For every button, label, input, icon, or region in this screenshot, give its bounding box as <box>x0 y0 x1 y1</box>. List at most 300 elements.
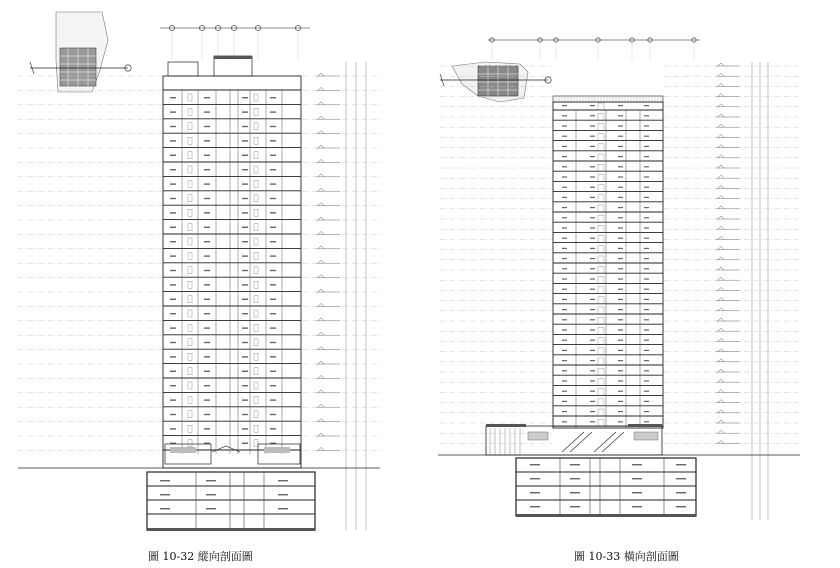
basement-label-mark <box>676 492 686 493</box>
foundation-slab <box>516 514 696 517</box>
room-label-mark <box>590 401 595 402</box>
room-label-mark <box>562 207 567 208</box>
elevation-marker <box>718 298 724 301</box>
room-label-mark <box>170 313 176 314</box>
room-label-mark <box>644 166 649 167</box>
door-opening <box>254 310 258 317</box>
room-label-mark <box>590 136 595 137</box>
door-opening <box>598 307 604 314</box>
room-label-mark <box>204 255 210 256</box>
elevation-marker <box>718 440 724 443</box>
room-label-mark <box>644 105 649 106</box>
door-opening <box>598 256 604 263</box>
elevation-marker <box>318 231 324 234</box>
room-label-mark <box>562 156 567 157</box>
room-label-mark <box>590 350 595 351</box>
stair-flight <box>594 432 624 452</box>
room-label-mark <box>618 227 623 228</box>
room-label-mark <box>562 238 567 239</box>
room-label-mark <box>170 284 176 285</box>
lobby-furniture <box>264 447 290 453</box>
room-label-mark <box>270 126 276 127</box>
basement-label-mark <box>530 492 540 493</box>
elevation-marker <box>318 73 324 76</box>
room-label-mark <box>618 187 623 188</box>
room-label-mark <box>270 399 276 400</box>
basement-label-mark <box>570 506 580 507</box>
elevation-marker <box>718 277 724 280</box>
transverse-section <box>438 38 800 520</box>
elevation-marker <box>718 206 724 209</box>
door-opening <box>188 281 192 288</box>
room-label-mark <box>204 241 210 242</box>
room-label-mark <box>618 319 623 320</box>
room-label-mark <box>644 268 649 269</box>
caption-longitudinal-section: 圖 10-32 縱向剖面圖 <box>148 550 253 563</box>
elevation-marker <box>718 185 724 188</box>
elevation-marker <box>318 318 324 321</box>
elevation-marker <box>718 145 724 148</box>
room-label-mark <box>204 111 210 112</box>
door-opening <box>254 238 258 245</box>
room-label-mark <box>270 299 276 300</box>
room-label-mark <box>270 327 276 328</box>
door-opening <box>598 297 604 304</box>
room-label-mark <box>618 340 623 341</box>
door-opening <box>598 276 604 283</box>
room-label-mark <box>618 115 623 116</box>
room-label-mark <box>618 391 623 392</box>
room-label-mark <box>270 111 276 112</box>
door-opening <box>598 164 604 171</box>
room-label-mark <box>270 284 276 285</box>
room-label-mark <box>562 411 567 412</box>
door-opening <box>598 113 604 120</box>
room-label-mark <box>170 270 176 271</box>
room-label-mark <box>562 248 567 249</box>
door-opening <box>188 238 192 245</box>
room-label-mark <box>562 289 567 290</box>
room-label-mark <box>562 125 567 126</box>
basement-label-mark <box>570 478 580 479</box>
room-label-mark <box>644 258 649 259</box>
room-label-mark <box>590 411 595 412</box>
door-opening <box>254 411 258 418</box>
room-label-mark <box>562 350 567 351</box>
room-label-mark <box>562 258 567 259</box>
basement-label-mark <box>632 478 642 479</box>
door-opening <box>598 225 604 232</box>
basement-label-mark <box>530 478 540 479</box>
room-label-mark <box>644 350 649 351</box>
door-opening <box>188 353 192 360</box>
room-label-mark <box>170 241 176 242</box>
elevation-marker <box>718 420 724 423</box>
door-opening <box>188 180 192 187</box>
room-label-mark <box>270 371 276 372</box>
room-label-mark <box>590 238 595 239</box>
room-label-mark <box>270 270 276 271</box>
room-label-mark <box>644 329 649 330</box>
room-label-mark <box>644 380 649 381</box>
room-label-mark <box>644 289 649 290</box>
door-opening <box>254 382 258 389</box>
door-opening <box>598 389 604 396</box>
room-label-mark <box>618 105 623 106</box>
elevation-marker <box>718 196 724 199</box>
door-opening <box>254 324 258 331</box>
room-label-mark <box>242 155 248 156</box>
room-label-mark <box>562 380 567 381</box>
room-label-mark <box>204 284 210 285</box>
tower-outline <box>163 76 301 468</box>
elevation-marker <box>318 246 324 249</box>
room-label-mark <box>618 380 623 381</box>
door-opening <box>188 396 192 403</box>
basement-label-mark <box>632 464 642 465</box>
door-opening <box>598 154 604 161</box>
room-label-mark <box>270 241 276 242</box>
room-label-mark <box>242 299 248 300</box>
elevation-marker <box>318 116 324 119</box>
elevation-marker <box>318 361 324 364</box>
room-label-mark <box>270 313 276 314</box>
room-label-mark <box>170 97 176 98</box>
door-opening <box>598 327 604 334</box>
elevation-marker <box>718 410 724 413</box>
elevation-marker <box>718 338 724 341</box>
door-opening <box>254 152 258 159</box>
door-opening <box>254 368 258 375</box>
door-opening <box>598 144 604 151</box>
room-label-mark <box>270 198 276 199</box>
door-opening <box>254 180 258 187</box>
room-label-mark <box>270 169 276 170</box>
room-label-mark <box>270 140 276 141</box>
room-label-mark <box>618 238 623 239</box>
room-label-mark <box>170 255 176 256</box>
door-opening <box>598 399 604 406</box>
room-label-mark <box>204 155 210 156</box>
door-opening <box>188 368 192 375</box>
elevation-marker <box>718 94 724 97</box>
room-label-mark <box>590 380 595 381</box>
room-label-mark <box>204 183 210 184</box>
room-label-mark <box>170 399 176 400</box>
elevation-marker <box>318 419 324 422</box>
room-label-mark <box>170 155 176 156</box>
room-label-mark <box>618 289 623 290</box>
longitudinal-section <box>18 12 380 531</box>
caption-transverse-section: 圖 10-33 橫向剖面圖 <box>574 550 679 563</box>
room-label-mark <box>204 227 210 228</box>
elevation-marker <box>718 247 724 250</box>
door-opening <box>188 224 192 231</box>
door-opening <box>598 236 604 243</box>
room-label-mark <box>590 146 595 147</box>
elevation-marker <box>318 332 324 335</box>
room-label-mark <box>562 136 567 137</box>
room-label-mark <box>562 329 567 330</box>
room-label-mark <box>204 126 210 127</box>
room-label-mark <box>644 156 649 157</box>
room-label-mark <box>644 146 649 147</box>
room-label-mark <box>562 319 567 320</box>
door-opening <box>598 287 604 294</box>
basement-label-mark <box>632 492 642 493</box>
room-label-mark <box>590 268 595 269</box>
room-label-mark <box>204 342 210 343</box>
room-label-mark <box>644 115 649 116</box>
foundation-slab <box>147 528 315 531</box>
door-opening <box>188 267 192 274</box>
door-opening <box>188 339 192 346</box>
basement-label-mark <box>530 464 540 465</box>
room-label-mark <box>590 278 595 279</box>
room-label-mark <box>618 248 623 249</box>
basement-label-mark <box>160 494 170 495</box>
room-label-mark <box>204 97 210 98</box>
room-label-mark <box>618 146 623 147</box>
door-opening <box>598 103 604 110</box>
door-opening <box>254 339 258 346</box>
basement-left <box>147 472 315 531</box>
room-label-mark <box>204 371 210 372</box>
door-opening <box>188 195 192 202</box>
door-opening <box>254 425 258 432</box>
elevation-marker <box>318 217 324 220</box>
room-label-mark <box>562 115 567 116</box>
room-label-mark <box>644 217 649 218</box>
elevation-marker <box>318 433 324 436</box>
room-label-mark <box>242 227 248 228</box>
door-opening <box>598 419 604 426</box>
room-label-mark <box>590 299 595 300</box>
room-label-mark <box>242 241 248 242</box>
room-label-mark <box>562 268 567 269</box>
door-opening <box>254 267 258 274</box>
door-opening <box>598 195 604 202</box>
room-label-mark <box>170 428 176 429</box>
basement-label-mark <box>570 492 580 493</box>
basement-right <box>516 458 696 517</box>
basement-label-mark <box>530 506 540 507</box>
room-label-mark <box>618 258 623 259</box>
door-opening <box>254 94 258 101</box>
room-label-mark <box>270 97 276 98</box>
door-opening <box>188 310 192 317</box>
room-label-mark <box>618 207 623 208</box>
basement-label-mark <box>676 506 686 507</box>
room-label-mark <box>242 140 248 141</box>
room-label-mark <box>618 421 623 422</box>
room-label-mark <box>644 278 649 279</box>
room-label-mark <box>590 227 595 228</box>
room-label-mark <box>170 169 176 170</box>
door-opening <box>254 353 258 360</box>
room-label-mark <box>242 371 248 372</box>
room-label-mark <box>590 115 595 116</box>
elevation-marker <box>318 174 324 177</box>
basement-label-mark <box>278 480 288 481</box>
basement-label-mark <box>206 508 216 509</box>
door-opening <box>254 209 258 216</box>
room-label-mark <box>590 421 595 422</box>
elevation-marker <box>718 389 724 392</box>
basement-label-mark <box>206 494 216 495</box>
door-opening <box>254 396 258 403</box>
room-label-mark <box>590 207 595 208</box>
podium-outline <box>486 426 662 455</box>
room-label-mark <box>590 340 595 341</box>
room-label-mark <box>562 227 567 228</box>
podium-roof-left <box>486 424 526 427</box>
room-label-mark <box>618 411 623 412</box>
door-opening <box>598 205 604 212</box>
room-label-mark <box>242 284 248 285</box>
room-label-mark <box>644 125 649 126</box>
podium-room <box>528 432 548 440</box>
door-opening <box>598 409 604 416</box>
room-label-mark <box>562 370 567 371</box>
door-opening <box>188 123 192 130</box>
elevation-marker <box>318 303 324 306</box>
door-opening <box>254 137 258 144</box>
door-opening <box>598 123 604 130</box>
room-label-mark <box>644 370 649 371</box>
room-label-mark <box>562 278 567 279</box>
room-label-mark <box>242 327 248 328</box>
room-label-mark <box>562 217 567 218</box>
basement-label-mark <box>570 464 580 465</box>
elevation-marker <box>318 390 324 393</box>
room-label-mark <box>204 414 210 415</box>
room-label-mark <box>242 111 248 112</box>
elevation-marker <box>318 447 324 450</box>
room-label-mark <box>242 255 248 256</box>
room-label-mark <box>644 309 649 310</box>
room-label-mark <box>644 421 649 422</box>
room-label-mark <box>562 391 567 392</box>
door-opening <box>598 338 604 345</box>
door-opening <box>598 368 604 375</box>
room-label-mark <box>242 97 248 98</box>
room-label-mark <box>204 428 210 429</box>
room-label-mark <box>562 187 567 188</box>
room-label-mark <box>204 327 210 328</box>
elevation-marker <box>718 134 724 137</box>
door-opening <box>188 411 192 418</box>
room-label-mark <box>242 356 248 357</box>
door-opening <box>254 281 258 288</box>
room-label-mark <box>270 356 276 357</box>
elevation-marker <box>318 260 324 263</box>
elevation-marker <box>718 369 724 372</box>
room-label-mark <box>590 329 595 330</box>
door-opening <box>254 123 258 130</box>
room-label-mark <box>170 126 176 127</box>
room-label-mark <box>618 370 623 371</box>
elevation-marker <box>718 349 724 352</box>
room-label-mark <box>644 411 649 412</box>
elevation-marker <box>318 159 324 162</box>
elevation-marker <box>718 226 724 229</box>
room-label-mark <box>618 299 623 300</box>
room-label-mark <box>242 313 248 314</box>
room-label-mark <box>242 183 248 184</box>
room-label-mark <box>644 248 649 249</box>
room-label-mark <box>590 197 595 198</box>
basement-outline <box>516 458 696 516</box>
room-label-mark <box>204 299 210 300</box>
room-label-mark <box>618 166 623 167</box>
room-label-mark <box>270 183 276 184</box>
room-label-mark <box>204 198 210 199</box>
room-label-mark <box>644 207 649 208</box>
elevation-marker <box>318 203 324 206</box>
room-label-mark <box>170 414 176 415</box>
door-opening <box>598 348 604 355</box>
basement-label-mark <box>160 480 170 481</box>
floor-guides-left <box>18 62 380 530</box>
room-label-mark <box>590 217 595 218</box>
room-label-mark <box>644 319 649 320</box>
basement-outline <box>147 472 315 530</box>
stair-flight <box>562 432 592 452</box>
room-label-mark <box>242 212 248 213</box>
room-label-mark <box>590 391 595 392</box>
grid-bubbles-left <box>160 25 310 60</box>
room-label-mark <box>204 385 210 386</box>
room-label-mark <box>590 309 595 310</box>
room-label-mark <box>590 360 595 361</box>
elevation-marker <box>718 379 724 382</box>
room-label-mark <box>204 140 210 141</box>
room-label-mark <box>644 136 649 137</box>
room-label-mark <box>204 212 210 213</box>
room-label-mark <box>590 289 595 290</box>
door-opening <box>188 296 192 303</box>
elevation-marker <box>718 155 724 158</box>
door-opening <box>598 246 604 253</box>
door-opening <box>188 382 192 389</box>
elevation-marker <box>718 114 724 117</box>
site-key-plan-left <box>30 12 131 92</box>
basement-label-mark <box>632 506 642 507</box>
room-label-mark <box>170 140 176 141</box>
room-label-mark <box>270 342 276 343</box>
room-label-mark <box>170 342 176 343</box>
elevation-marker <box>718 257 724 260</box>
site-key-plan-right <box>440 62 551 102</box>
room-label-mark <box>590 176 595 177</box>
room-label-mark <box>170 299 176 300</box>
room-label-mark <box>170 111 176 112</box>
room-label-mark <box>242 198 248 199</box>
door-opening <box>254 108 258 115</box>
room-label-mark <box>618 197 623 198</box>
room-label-mark <box>618 329 623 330</box>
door-opening <box>188 252 192 259</box>
room-label-mark <box>618 156 623 157</box>
door-opening <box>598 215 604 222</box>
elevation-marker <box>718 267 724 270</box>
room-label-mark <box>562 105 567 106</box>
door-opening <box>598 358 604 365</box>
elevation-marker <box>718 328 724 331</box>
room-label-mark <box>242 270 248 271</box>
elevation-marker <box>318 404 324 407</box>
